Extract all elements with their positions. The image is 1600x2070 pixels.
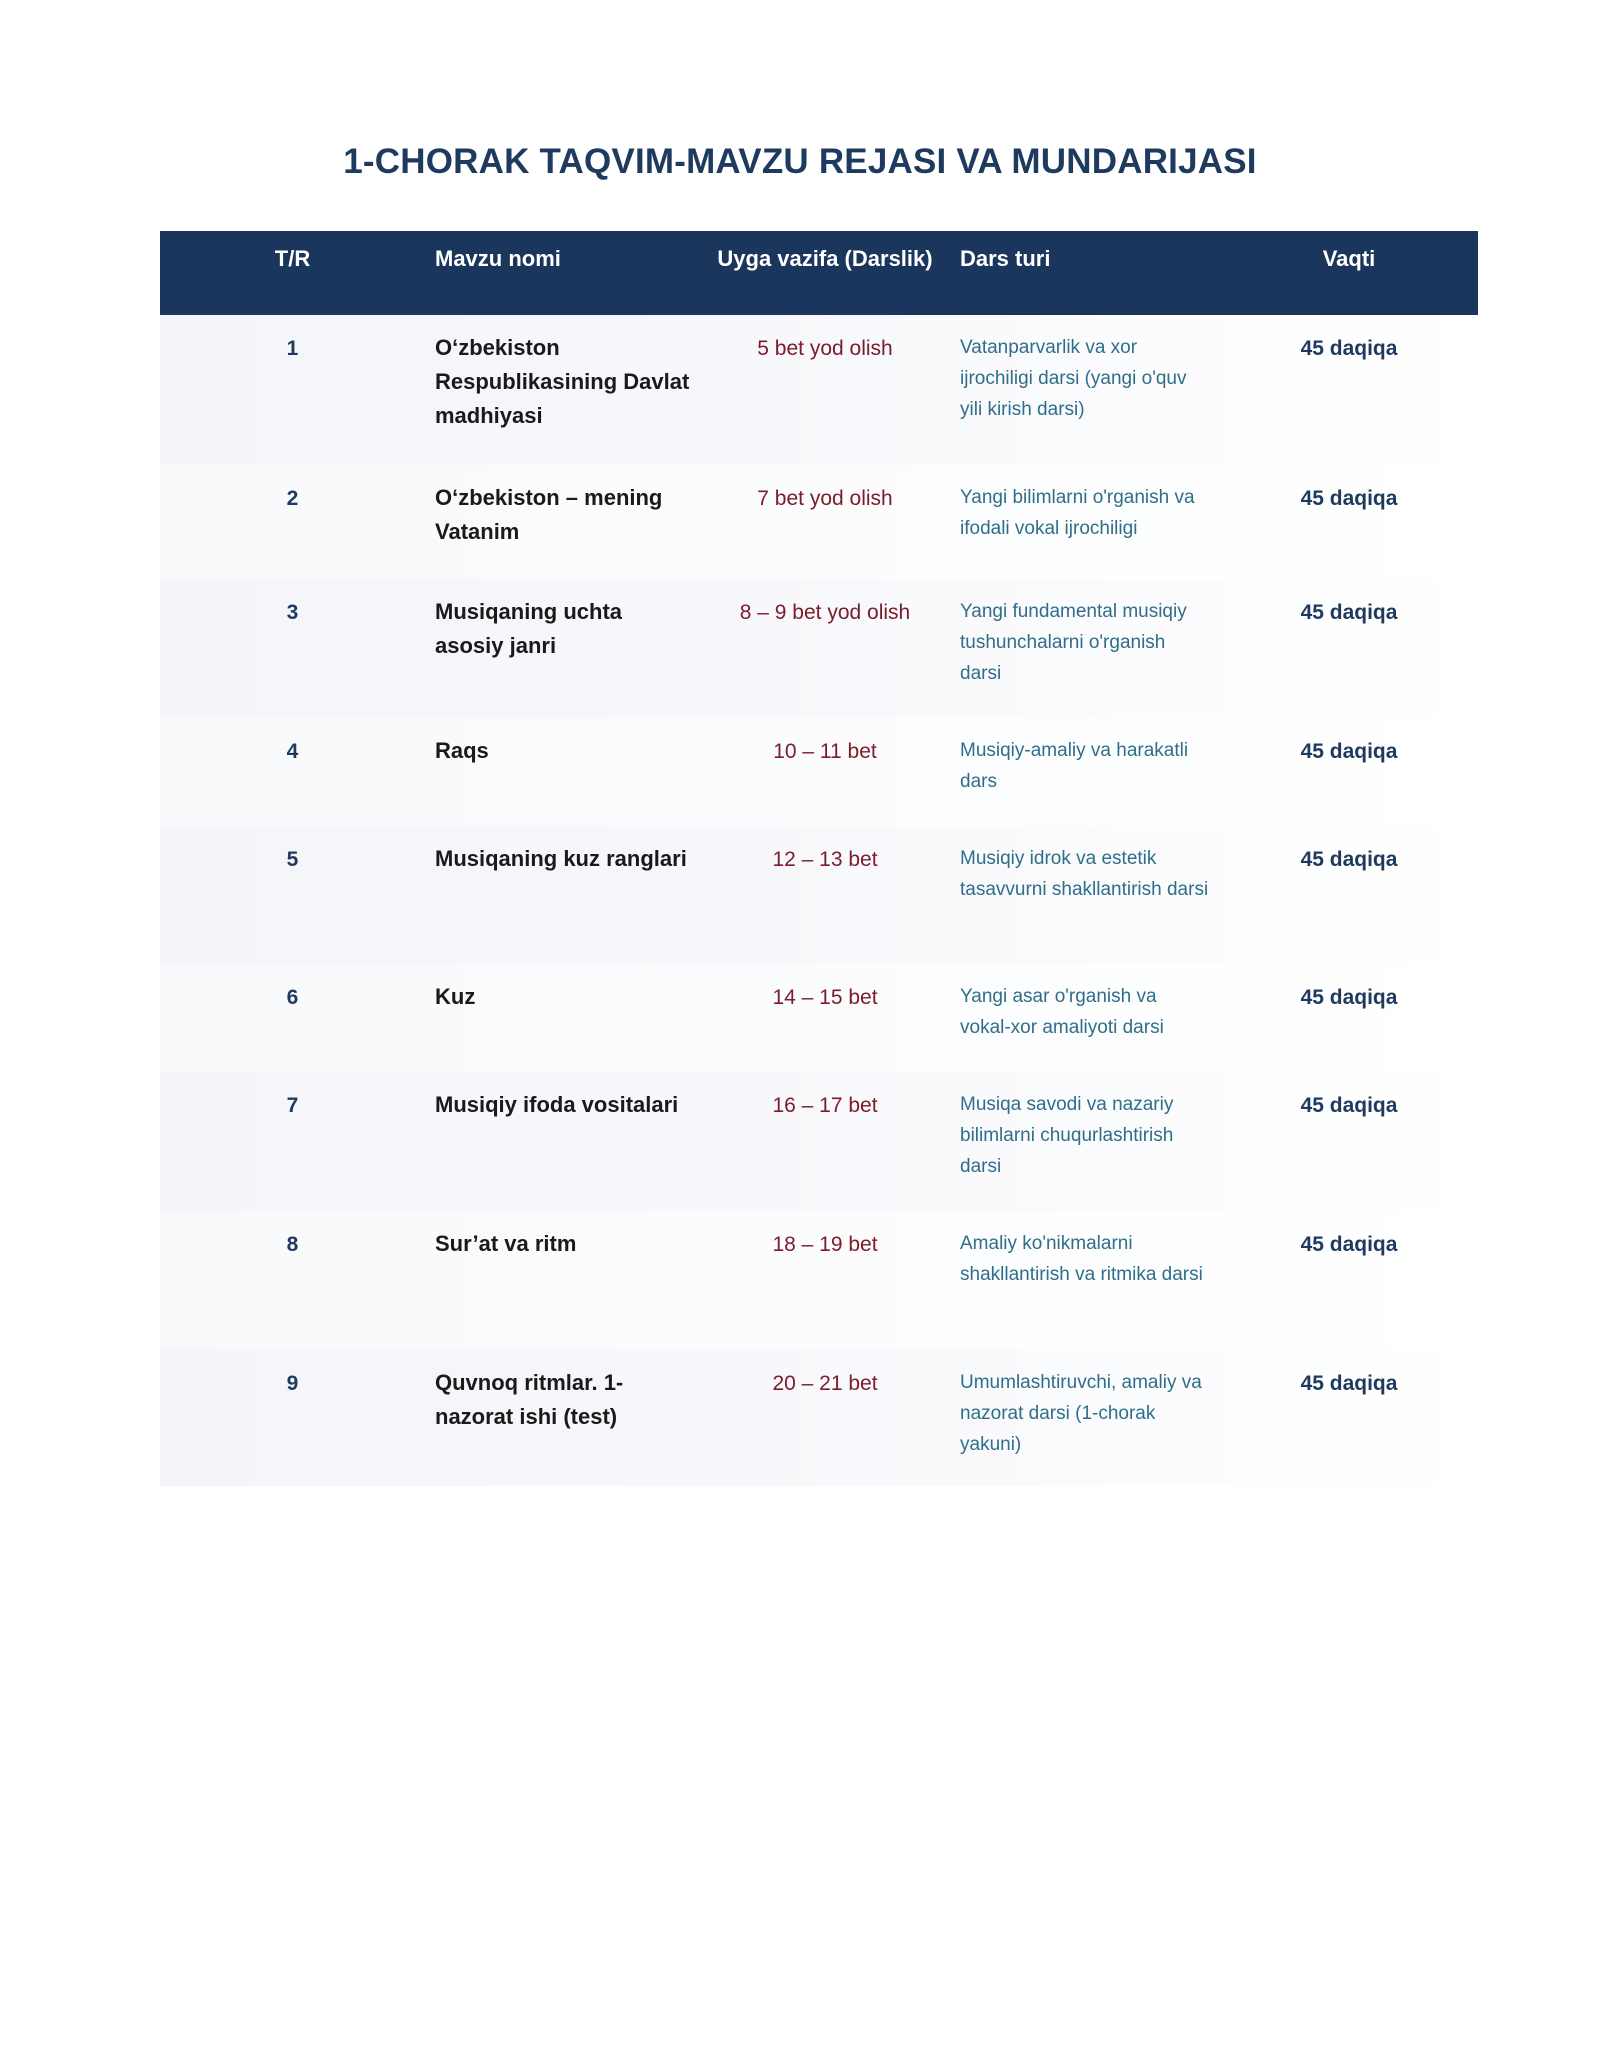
- row-homework: 5 bet yod olish: [757, 337, 893, 360]
- row-topic: Kuz: [435, 984, 476, 1009]
- row-topic: Musiqiy ifoda vositalari: [435, 1092, 679, 1117]
- row-time: 45 daqiqa: [1300, 1233, 1398, 1256]
- header-homework: Uyga vazifa (Darslik): [717, 246, 933, 271]
- page-title: 1-CHORAK TAQVIM-MAVZU REJASI VA MUNDARIJASI: [343, 142, 1257, 181]
- row-homework: 20 – 21 bet: [772, 1372, 878, 1395]
- row-number: 6: [286, 986, 299, 1009]
- row-topic: O‘zbekiston – mening Vatanim: [435, 485, 663, 544]
- table-row: [160, 465, 1478, 579]
- row-topic: Sur’at va ritm: [435, 1231, 577, 1256]
- table-row: [160, 964, 1478, 1072]
- row-lesson-type: Umumlashtiruvchi, amaliy va nazorat darsi (1-chorak yakuni): [960, 1372, 1202, 1455]
- row-time: 45 daqiqa: [1300, 986, 1398, 1009]
- row-time: 45 daqiqa: [1300, 601, 1398, 624]
- row-time: 45 daqiqa: [1300, 337, 1398, 360]
- row-homework: 12 – 13 bet: [772, 848, 878, 871]
- row-number: 9: [286, 1372, 299, 1395]
- row-time: 45 daqiqa: [1300, 1094, 1398, 1117]
- table-row: [160, 315, 1478, 465]
- row-topic: Quvnoq ritmlar. 1-nazorat ishi (test): [435, 1370, 624, 1429]
- row-homework: 7 bet yod olish: [757, 487, 893, 510]
- row-homework: 8 – 9 bet yod olish: [739, 601, 911, 624]
- table-header: [160, 231, 1478, 315]
- row-time: 45 daqiqa: [1300, 740, 1398, 763]
- row-number: 2: [286, 487, 299, 510]
- row-number: 4: [286, 740, 299, 763]
- row-topic: Musiqaning kuz ranglari: [435, 846, 687, 871]
- row-homework: 16 – 17 bet: [772, 1094, 878, 1117]
- header-time: Vaqti: [1322, 246, 1376, 271]
- row-topic: O‘zbekiston Respublikasining Davlat madhiyasi: [435, 335, 690, 428]
- table-row: [160, 718, 1478, 826]
- row-number: 8: [286, 1233, 299, 1256]
- row-number: 5: [286, 848, 299, 871]
- row-number: 1: [286, 337, 299, 360]
- row-lesson-type: Yangi fundamental musiqiy tushunchalarni o'rganish darsi: [960, 601, 1187, 684]
- row-lesson-type: Musiqa savodi va nazariy bilimlarni chuqurlashtirish darsi: [960, 1094, 1174, 1177]
- row-lesson-type: Vatanparvarlik va xor ijrochiligi darsi (yangi o'quv yili kirish darsi): [960, 337, 1187, 420]
- row-topic: Musiqaning uchta asosiy janri: [435, 599, 622, 658]
- row-time: 45 daqiqa: [1300, 487, 1398, 510]
- row-lesson-type: Musiqiy idrok va estetik tasavvurni shakllantirish darsi: [960, 848, 1209, 900]
- row-homework: 14 – 15 bet: [772, 986, 878, 1009]
- row-lesson-type: Yangi asar o'rganish va vokal-xor amaliyoti darsi: [960, 986, 1164, 1038]
- row-lesson-type: Yangi bilimlarni o'rganish va ifodali vokal ijrochiligi: [960, 487, 1195, 539]
- table-row: [160, 1211, 1478, 1350]
- table-row: [160, 579, 1478, 718]
- row-time: 45 daqiqa: [1300, 1372, 1398, 1395]
- header-number: T/R: [274, 246, 311, 271]
- row-time: 45 daqiqa: [1300, 848, 1398, 871]
- row-number: 3: [286, 601, 299, 624]
- row-lesson-type: Amaliy ko'nikmalarni shakllantirish va ritmika darsi: [960, 1233, 1203, 1285]
- row-lesson-type: Musiqiy-amaliy va harakatli dars: [960, 740, 1189, 792]
- row-homework: 18 – 19 bet: [772, 1233, 878, 1256]
- header-topic: Mavzu nomi: [435, 246, 561, 271]
- table-row: [160, 1072, 1478, 1211]
- row-topic: Raqs: [435, 738, 489, 763]
- table-row: [160, 826, 1478, 964]
- table-row: [160, 1350, 1478, 1486]
- row-homework: 10 – 11 bet: [773, 740, 877, 763]
- topic-plan-table: [160, 231, 1478, 1486]
- row-number: 7: [286, 1094, 299, 1117]
- header-lesson-type: Dars turi: [960, 246, 1051, 271]
